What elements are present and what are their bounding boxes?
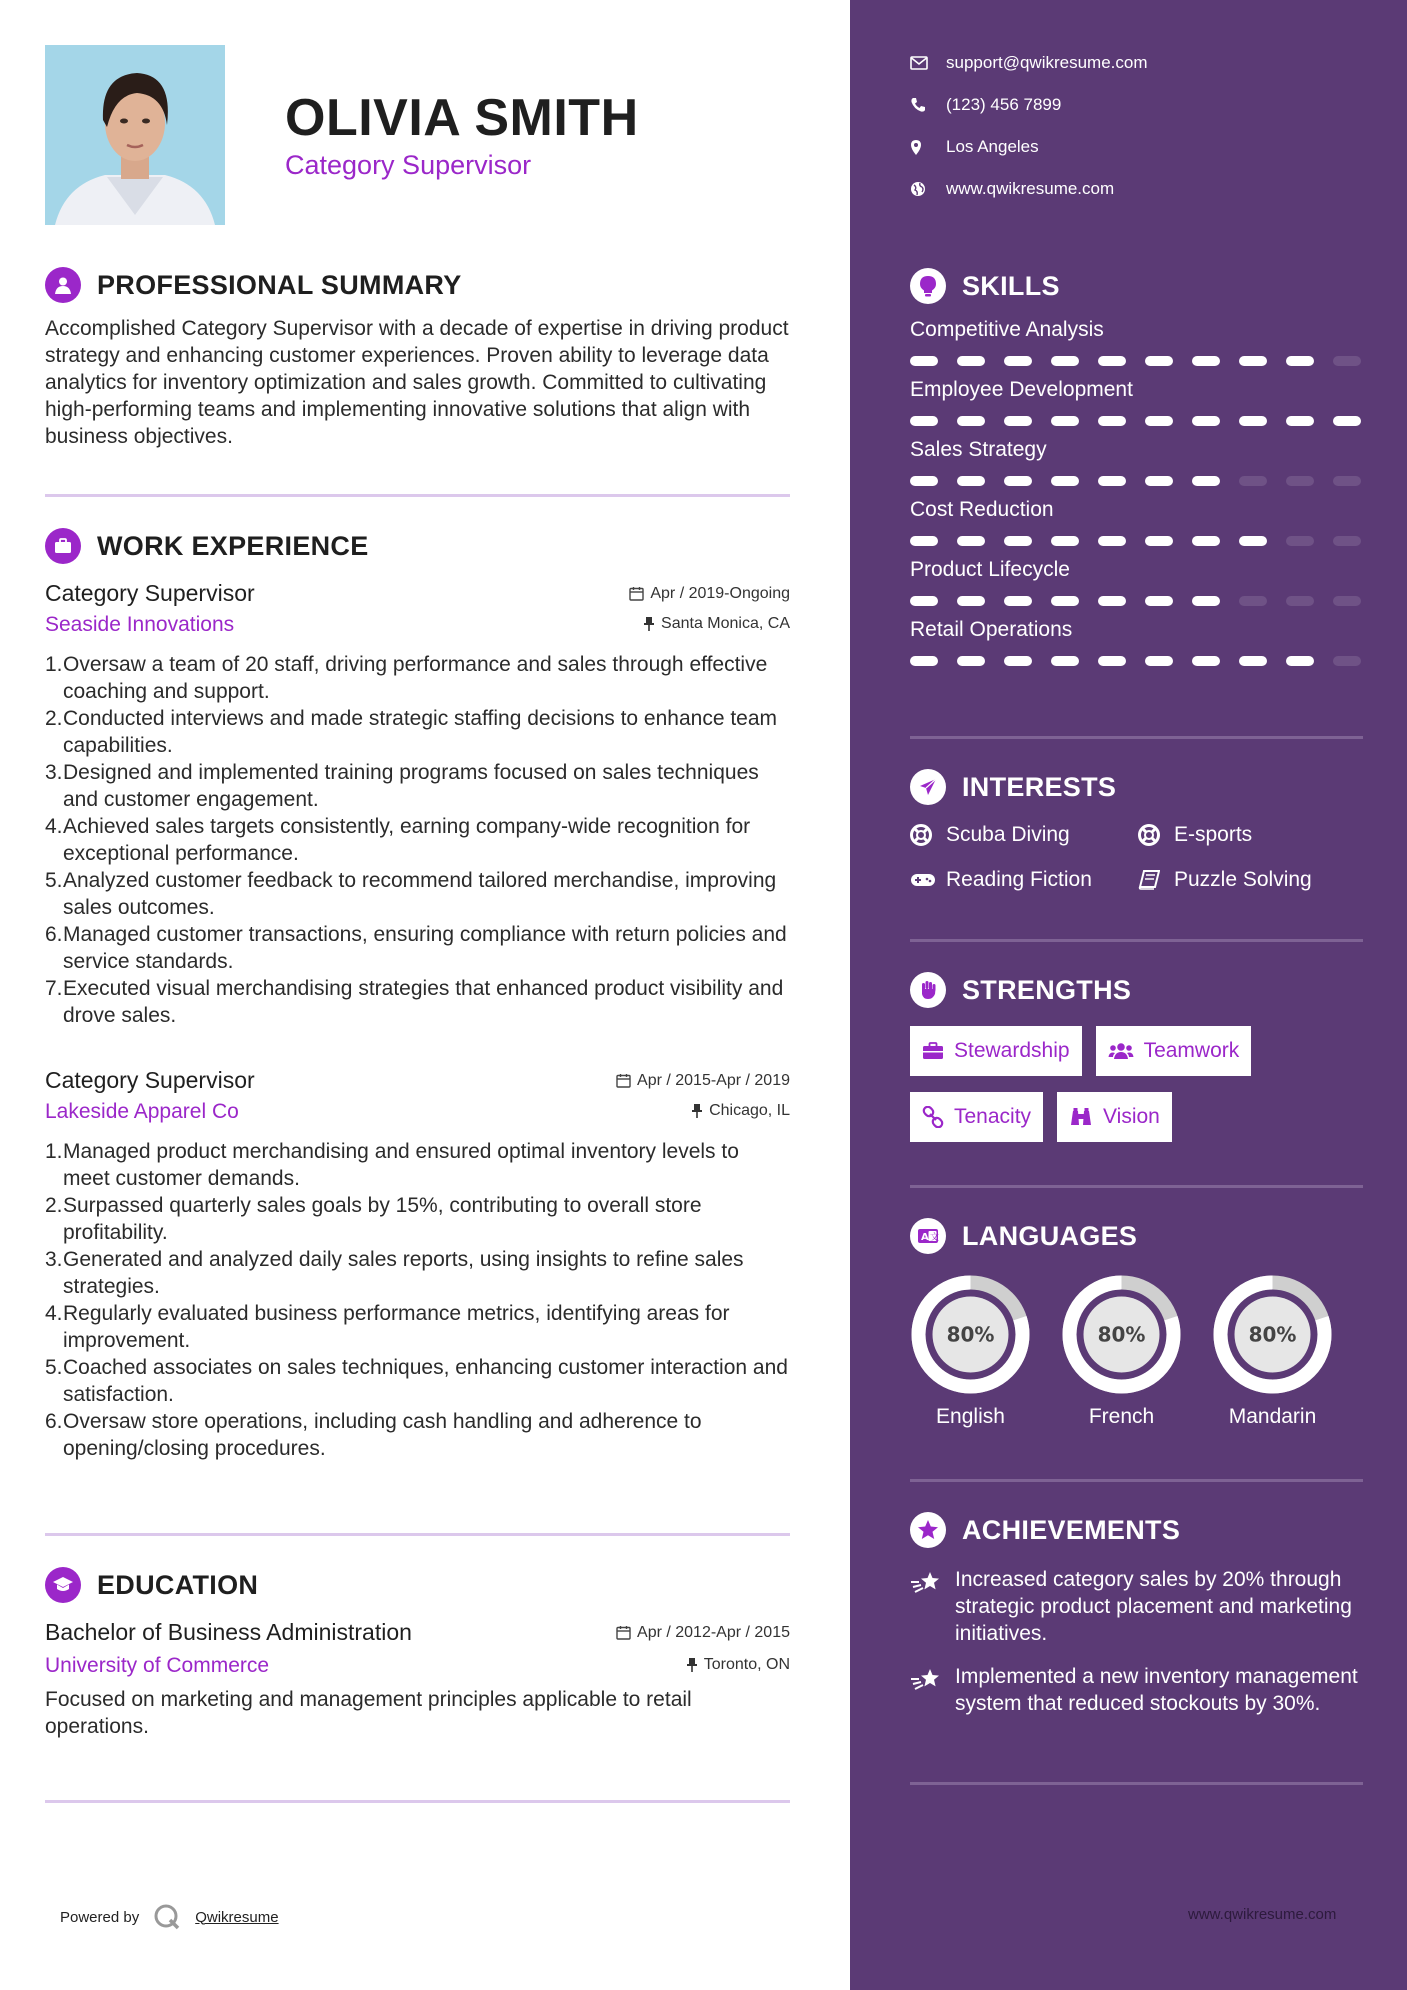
skill-dot [1004,656,1032,666]
skills-section [910,266,1363,666]
skill-dot [1051,656,1079,666]
divider [910,1185,1363,1188]
translate-icon [910,1218,946,1254]
candidate-role: Category Supervisor [285,150,532,180]
list-item: 1. Managed product merchandising and ensured optimal inventory levels to meet customer demands. [45,1140,739,1190]
skill-dot [957,536,985,546]
brand-link[interactable]: Qwikresume [195,1908,279,1926]
strengths-section [910,970,1363,1142]
skill-dot [957,476,985,486]
list-item: 4. Achieved sales targets consistently, earning company-wide recognition for exceptional performance. [45,815,751,865]
lifebuoy-icon [1138,824,1160,846]
skills-title: SKILLS [962,270,1060,301]
list-item: 5. Analyzed customer feedback to recommend tailored merchandise, improving sales outcomes. [45,869,777,919]
powered-by: Powered by Qwikresume [60,1903,279,1931]
ring-percent-label: 80% [1248,1322,1297,1347]
skill-dot [1145,656,1173,666]
education-title: EDUCATION [97,1569,259,1600]
binoculars-icon [1069,1107,1093,1127]
list-item: 2. Surpassed quarterly sales goals by 15%, contributing to overall store profitability. [45,1194,702,1244]
language-name: French [1088,1405,1155,1428]
skill-name: Product Lifecycle [910,558,1070,581]
interest-item: E-sports [1138,821,1358,848]
language-ring [1212,1274,1333,1395]
skill-dot [957,416,985,426]
paper-plane-icon [910,769,946,805]
portrait-image [45,45,225,225]
interest-item: Puzzle Solving [1138,866,1358,893]
map-pin-icon [910,139,922,156]
footer-url[interactable]: www.qwikresume.com [1188,1906,1337,1923]
star-badge-icon [910,1512,946,1548]
skill-item [910,498,1363,546]
education-text: Focused on marketing and management principles applicable to retail operations. [45,1688,692,1738]
education-section [45,1565,790,1740]
skill-dot [1286,596,1314,606]
divider [910,939,1363,942]
job-bullets [45,1138,790,1462]
users-icon [1108,1042,1134,1060]
job-title: Category Supervisor [45,580,255,606]
skill-dot [1286,536,1314,546]
pin-icon [643,616,655,631]
skill-meter [910,476,1363,486]
skill-dot [957,356,985,366]
svg-text:文: 文 [930,1233,939,1243]
achievement-item: Increased category sales by 20% through strategic product placement and marketing initiatives. [910,1566,1363,1647]
skill-dot [1004,356,1032,366]
skill-dot [1192,596,1220,606]
profile-photo [45,45,225,225]
skill-dot [1333,476,1361,486]
skill-dot [1239,656,1267,666]
language-ring [1061,1274,1182,1395]
contact-location: Los Angeles [910,126,1148,168]
skill-dot [1051,596,1079,606]
shooting-star-icon [910,1667,942,1693]
candidate-name: OLIVIA SMITH [285,89,639,147]
skill-dot [1051,416,1079,426]
languages-title: LANGUAGES [962,1220,1138,1251]
skill-dot [1286,356,1314,366]
skill-dot [910,656,938,666]
contact-website[interactable]: www.qwikresume.com [910,168,1148,210]
languages-section [910,1216,1363,1429]
interest-item: Reading Fiction [910,866,1138,893]
fist-icon [910,972,946,1008]
experience-section [45,526,790,1462]
skill-dot [1333,356,1361,366]
list-item: 2. Conducted interviews and made strategic staffing decisions to enhance team capabilities. [45,707,778,757]
job-dates: Apr / 2015-Apr / 2019 [616,1072,790,1090]
language-ring [910,1274,1031,1395]
skill-dot [1051,476,1079,486]
skill-dot [1239,596,1267,606]
calendar-icon [629,586,644,601]
strength-tag: Vision [1057,1092,1172,1142]
skill-dot [1286,656,1314,666]
skill-dot [1004,476,1032,486]
education-location: Toronto, ON [686,1656,790,1674]
shooting-star-icon [910,1570,942,1596]
skill-dot [957,596,985,606]
skill-dot [1333,536,1361,546]
language-name: Mandarin [1228,1405,1317,1428]
skill-dot [1192,536,1220,546]
summary-section [45,265,790,450]
list-item: 6. Managed customer transactions, ensuring compliance with return policies and service standards. [45,923,787,973]
calendar-icon [616,1073,631,1088]
skill-dot [957,656,985,666]
strength-tag: Stewardship [910,1026,1082,1076]
skill-dot [1192,656,1220,666]
achievements-title: ACHIEVEMENTS [962,1514,1181,1545]
skills-list [910,318,1363,666]
divider [910,1782,1363,1785]
skill-dot [1239,476,1267,486]
skill-dot [1333,656,1361,666]
language-item [910,1274,1031,1429]
list-item: 7. Executed visual merchandising strategies that enhanced product visibility and drove sales. [45,977,784,1027]
skill-dot [1145,416,1173,426]
contact-email[interactable]: support@qwikresume.com [910,42,1148,84]
divider [45,1800,790,1803]
education-entry [45,1619,790,1740]
briefcase-icon [922,1042,944,1060]
skill-dot [1239,356,1267,366]
pin-icon [686,1657,698,1672]
skill-dot [1192,356,1220,366]
skill-dot [1051,536,1079,546]
achievement-item: Implemented a new inventory management system that reduced stockouts by 30%. [910,1663,1363,1717]
skill-dot [1145,596,1173,606]
svg-text:A: A [921,1232,929,1243]
skill-dot [1098,476,1126,486]
skill-dot [1004,416,1032,426]
sidebar [850,0,1407,1990]
skill-meter [910,536,1363,546]
strength-tag: Teamwork [1096,1026,1252,1076]
ring-percent-label: 80% [1097,1322,1146,1347]
list-item: 6. Oversaw store operations, including cash handling and adherence to opening/closing procedures. [45,1410,702,1460]
lightbulb-icon [910,268,946,304]
job-entry [45,580,790,1029]
skill-dot [910,416,938,426]
divider [910,736,1363,739]
phone-icon [910,97,926,113]
language-item [1061,1274,1182,1429]
list-item: 3. Designed and implemented training programs focused on sales techniques and customer engagement. [45,761,759,811]
achievements-section [910,1510,1363,1717]
list-item: 5. Coached associates on sales techniques, enhancing customer interaction and satisfaction. [45,1356,788,1406]
skill-item [910,558,1363,606]
school: University of Commerce [45,1654,270,1677]
divider [45,494,790,497]
briefcase-icon [45,528,81,564]
job-location: Santa Monica, CA [643,615,790,633]
divider [910,1479,1363,1482]
skill-dot [1333,596,1361,606]
skill-dot [1098,356,1126,366]
skill-dot [1192,476,1220,486]
job-company: Seaside Innovations [45,613,235,636]
calendar-icon [616,1625,631,1640]
skill-dot [1239,536,1267,546]
skill-name: Competitive Analysis [910,318,1104,341]
contact-phone[interactable]: (123) 456 7899 [910,84,1148,126]
skill-name: Retail Operations [910,618,1073,641]
contact-list [910,42,1148,210]
list-item: 1. Oversaw a team of 20 staff, driving performance and sales through effective coaching and support. [45,653,768,703]
skill-name: Sales Strategy [910,438,1047,461]
skill-dot [1051,356,1079,366]
degree: Bachelor of Business Administration [45,1619,412,1645]
lifebuoy-icon [910,824,932,846]
book-icon [1138,870,1160,890]
skill-dot [1286,416,1314,426]
envelope-icon [910,56,928,70]
skill-dot [1286,476,1314,486]
link-icon [922,1106,944,1128]
skill-meter [910,596,1363,606]
skill-dot [1145,356,1173,366]
skill-dot [1098,416,1126,426]
gamepad-icon [910,872,936,888]
skill-item [910,618,1363,666]
job-location: Chicago, IL [691,1102,790,1120]
skill-item [910,438,1363,486]
skill-dot [1004,596,1032,606]
skill-meter [910,356,1363,366]
skill-dot [1004,536,1032,546]
interests-section [910,767,1363,893]
pin-icon [691,1103,703,1118]
strength-tag: Tenacity [910,1092,1043,1142]
divider [45,1533,790,1536]
skill-item [910,318,1363,366]
job-title: Category Supervisor [45,1067,255,1093]
interests-title: INTERESTS [962,771,1117,802]
skill-dot [1098,536,1126,546]
experience-title: WORK EXPERIENCE [97,530,369,561]
skill-meter [910,656,1363,666]
strengths-list [910,1026,1363,1142]
skill-dot [1239,416,1267,426]
strengths-title: STRENGTHS [962,974,1132,1005]
list-item: 4. Regularly evaluated business performance metrics, identifying areas for improvement. [45,1302,730,1352]
skill-name: Cost Reduction [910,498,1054,521]
skill-name: Employee Development [910,378,1133,401]
summary-text: Accomplished Category Supervisor with a decade of expertise in driving product strategy and enhancing customer experiences. Proven ability to leverage data analytics for inventory optimization and sales growth. Committed to cultivating high-performing teams and implementing innovative solutions that align with business objectives. [45,317,789,448]
education-dates: Apr / 2012-Apr / 2015 [616,1624,790,1642]
qwikresume-logo-icon [153,1903,181,1931]
skill-dot [1145,476,1173,486]
skill-meter [910,416,1363,426]
job-company: Lakeside Apparel Co [45,1100,239,1123]
language-name: English [936,1405,1005,1428]
job-dates: Apr / 2019-Ongoing [629,585,790,603]
skill-dot [1098,596,1126,606]
skill-dot [1192,416,1220,426]
skill-dot [1333,416,1361,426]
language-item [1212,1274,1333,1429]
skill-dot [910,596,938,606]
list-item: 3. Generated and analyzed daily sales reports, using insights to refine sales strategies. [45,1248,744,1298]
languages-list [910,1274,1363,1429]
user-icon [45,267,81,303]
skill-item [910,378,1363,426]
skill-dot [910,356,938,366]
skill-dot [1098,656,1126,666]
globe-icon [910,181,926,197]
skill-dot [910,536,938,546]
summary-title: PROFESSIONAL SUMMARY [97,269,462,300]
skill-dot [1145,536,1173,546]
ring-percent-label: 80% [946,1322,995,1347]
interests-list [910,821,1363,893]
skill-dot [910,476,938,486]
job-bullets [45,651,790,1029]
interest-item: Scuba Diving [910,821,1138,848]
graduation-cap-icon [45,1567,81,1603]
job-entry [45,1067,790,1462]
